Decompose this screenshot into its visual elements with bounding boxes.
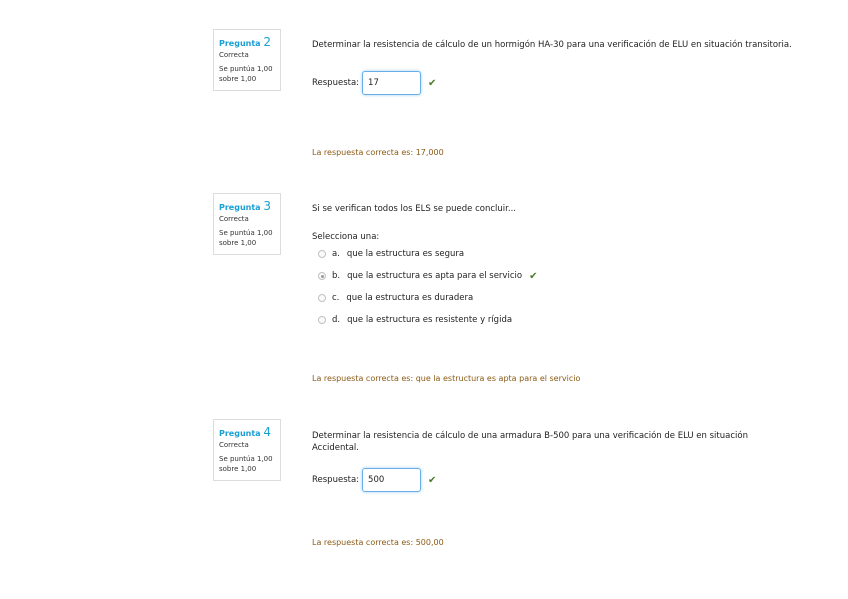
question-state: Correcta: [219, 51, 249, 59]
option-a[interactable]: [318, 243, 812, 265]
option-letter: a.: [332, 249, 340, 259]
question-info-4: [213, 419, 281, 481]
answer-label: Respuesta:: [312, 78, 360, 88]
option-letter: d.: [332, 315, 341, 325]
question-info-3: [213, 193, 281, 255]
answer-input[interactable]: 17: [362, 71, 421, 95]
option-d[interactable]: [318, 309, 812, 331]
option-letter: b.: [332, 271, 341, 281]
question-text: Si se verifican todos los ELS se puede concluir...: [312, 204, 516, 214]
radio-button[interactable]: [318, 250, 326, 258]
question-grade: Se puntúa 1,00 sobre 1,00: [219, 65, 273, 83]
question-content-2: [312, 39, 812, 95]
question-state: Correcta: [219, 215, 249, 223]
correct-answer-feedback: La respuesta correcta es: 500,00: [312, 538, 444, 547]
question-number: Pregunta 4: [219, 425, 272, 439]
question-state: Correcta: [219, 441, 249, 449]
option-b[interactable]: [318, 265, 812, 287]
select-prompt: Selecciona una:: [312, 232, 380, 242]
question-text: Determinar la resistencia de cálculo de una armadura B-500 para una verificación de ELU en situación Accidental.: [312, 431, 748, 453]
correct-answer-feedback: La respuesta correcta es: 17,000: [312, 148, 444, 157]
question-content-3: [312, 203, 812, 331]
answer-row: [312, 71, 812, 95]
question-text: Determinar la resistencia de cálculo de un hormigón HA-30 para una verificación de ELU en situación transitoria.: [312, 40, 792, 50]
check-icon: ✔: [529, 270, 538, 282]
check-icon: ✔: [428, 474, 437, 486]
radio-button[interactable]: [318, 294, 326, 302]
check-icon: ✔: [428, 77, 437, 89]
option-c[interactable]: [318, 287, 812, 309]
correct-answer-feedback: La respuesta correcta es: que la estructura es apta para el servicio: [312, 374, 581, 383]
radio-button[interactable]: [318, 316, 326, 324]
answer-input[interactable]: 500: [362, 468, 421, 492]
question-grade: Se puntúa 1,00 sobre 1,00: [219, 455, 273, 473]
option-text: que la estructura es apta para el servicio: [347, 271, 523, 281]
radio-button-selected[interactable]: [318, 272, 326, 280]
option-text: que la estructura es duradera: [346, 293, 474, 303]
question-number: Pregunta 3: [219, 199, 272, 213]
question-number: Pregunta 2: [219, 35, 272, 49]
question-content-4: [312, 430, 762, 492]
options-list: [312, 243, 812, 331]
answer-row: [312, 468, 762, 492]
option-text: que la estructura es resistente y rígida: [347, 315, 513, 325]
question-grade: Se puntúa 1,00 sobre 1,00: [219, 229, 273, 247]
option-letter: c.: [332, 293, 340, 303]
option-text: que la estructura es segura: [346, 249, 465, 259]
answer-label: Respuesta:: [312, 475, 360, 485]
question-info-2: [213, 29, 281, 91]
